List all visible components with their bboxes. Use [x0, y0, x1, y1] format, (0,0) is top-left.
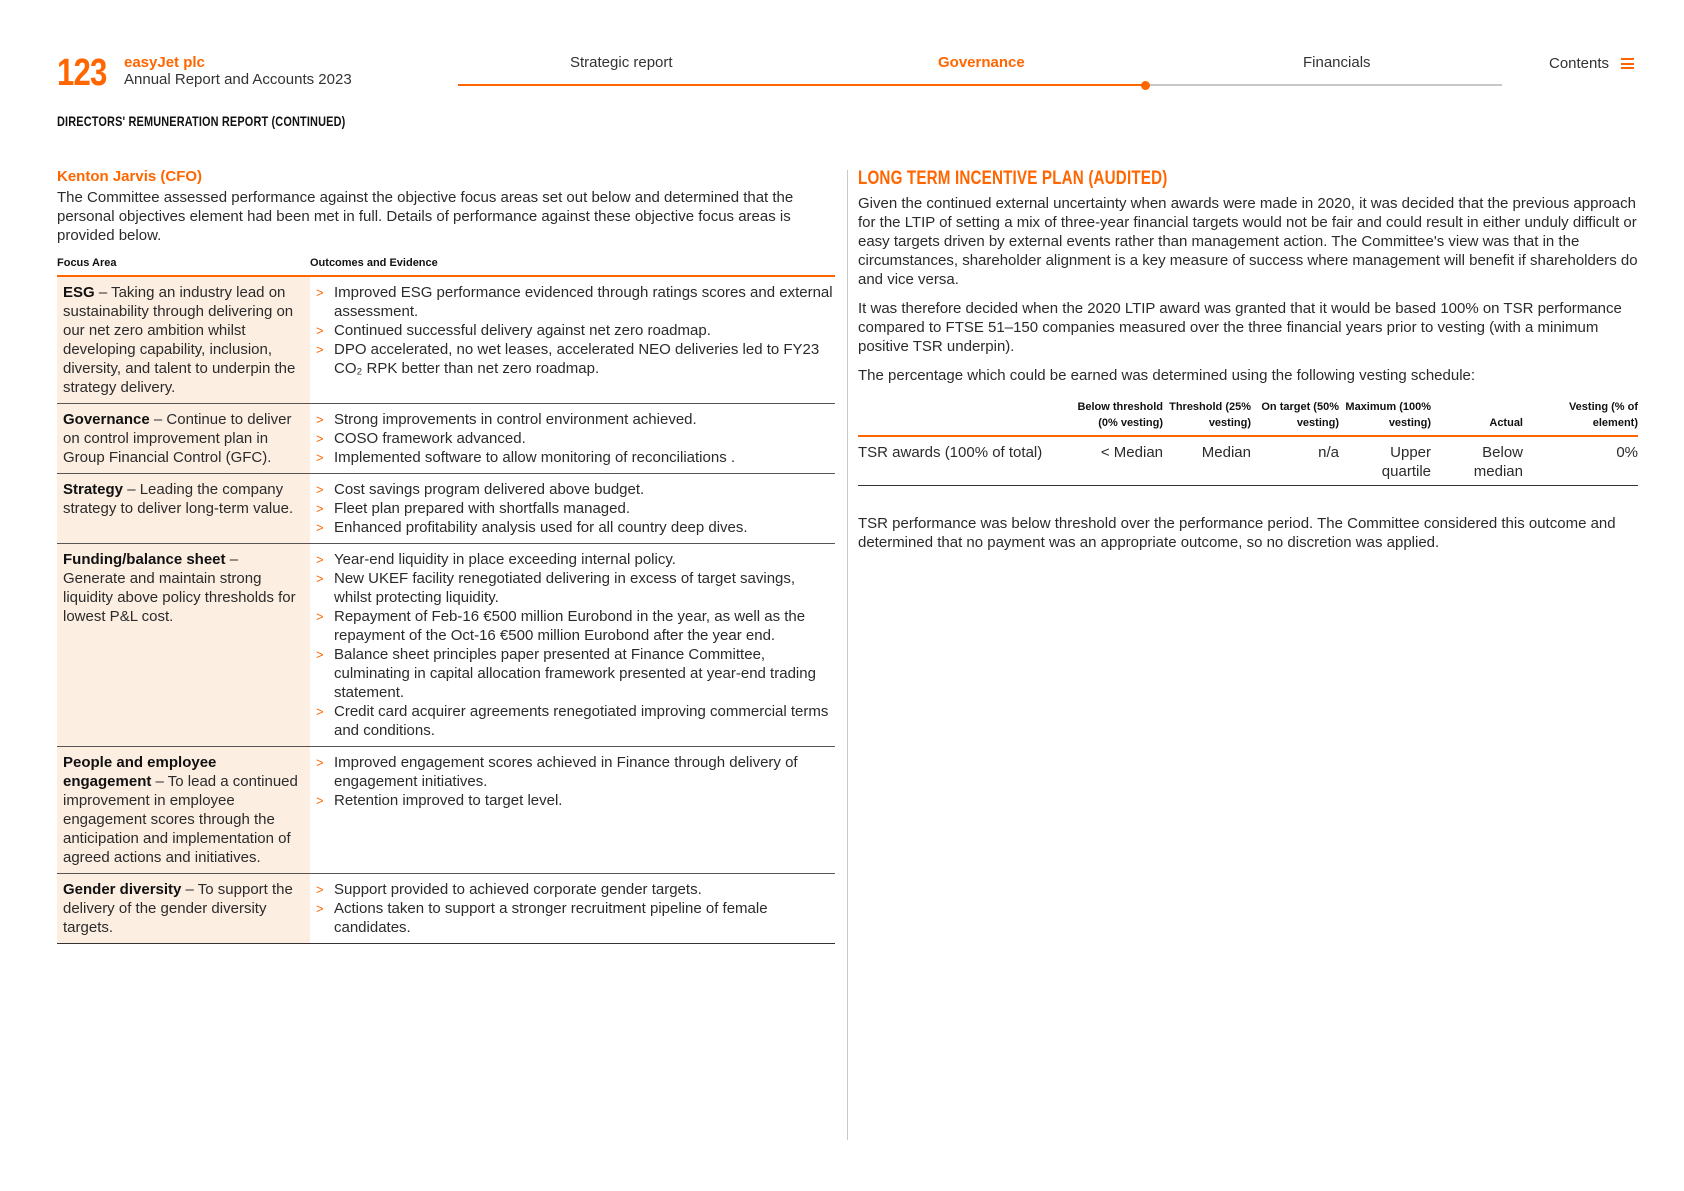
- list-item: [316, 283, 835, 321]
- list-item: [316, 550, 835, 569]
- table-row: [57, 747, 835, 874]
- contents-button[interactable]: [1549, 55, 1634, 72]
- focus-area-title: Governance: [63, 411, 150, 428]
- tab-financials[interactable]: Financials: [1303, 54, 1371, 71]
- vesting-header-actual: Actual: [1431, 399, 1523, 436]
- ltip-paragraph-3: The percentage which could be earned was determined using the following vesting schedule:: [858, 367, 1476, 384]
- left-column: [57, 168, 835, 944]
- brand-block: [124, 54, 352, 88]
- menu-icon: [1621, 58, 1634, 69]
- vesting-header-vesting: Vesting (% of element): [1523, 399, 1638, 436]
- focus-area-title: Funding/balance sheet: [63, 551, 226, 568]
- contents-label: Contents: [1549, 55, 1610, 72]
- bullet-chevron-icon: >: [316, 482, 324, 497]
- tab-governance[interactable]: Governance: [938, 54, 1025, 71]
- list-item: [316, 448, 835, 467]
- focus-area-description: – Taking an industry lead on sustainability through delivering on our net zero ambition whilst developing capability, inclusion, diversity, and talent to underpin the strategy delivery.: [63, 284, 296, 396]
- vesting-header-threshold: Threshold (25% vesting): [1163, 399, 1251, 436]
- focus-area-description: – Leading the company strategy to deliver long-term value.: [63, 481, 294, 517]
- list-item: [316, 480, 835, 499]
- outcomes-cell: [310, 747, 835, 874]
- focus-area-title: ESG: [63, 284, 95, 301]
- focus-area-title: Gender diversity: [63, 881, 182, 898]
- list-item: [316, 607, 835, 645]
- section-nav: [458, 54, 1502, 86]
- bullet-chevron-icon: >: [316, 609, 324, 624]
- outcome-text: Enhanced profitability analysis used for all country deep dives.: [334, 519, 748, 536]
- outcomes-cell: [310, 874, 835, 944]
- outcome-text: Year-end liquidity in place exceeding internal policy.: [334, 551, 676, 568]
- page-number: 123: [57, 52, 107, 94]
- ltip-paragraph-1: Given the continued external uncertainty when awards were made in 2020, it was decided that the previous approach for the LTIP of setting a mix of three-year financial targets would not be fair and could result in either unduly difficult or easy targets driven by external events rather than management action. The Committee's view was that in the circumstances, shareholder alignment is a key measure of success where management will benefit if shareholders do and vice versa.: [858, 195, 1638, 288]
- outcomes-cell: [310, 404, 835, 474]
- focus-area-cell: [57, 544, 310, 747]
- focus-area-description: – To support the delivery of the gender diversity targets.: [63, 881, 293, 936]
- nav-progress-marker: [1141, 81, 1150, 90]
- table-row: [57, 474, 835, 544]
- col-header-outcomes: Outcomes and Evidence: [310, 257, 835, 276]
- bullet-chevron-icon: >: [316, 552, 324, 567]
- bullet-chevron-icon: >: [316, 285, 324, 300]
- outcome-text: Improved ESG performance evidenced through ratings scores and external assessment.: [334, 284, 833, 320]
- bullet-chevron-icon: >: [316, 901, 324, 916]
- list-item: [316, 899, 835, 937]
- col-header-focus-area: Focus Area: [57, 257, 310, 276]
- vesting-cell-actual: Below median: [1431, 436, 1523, 486]
- list-item: [316, 569, 835, 607]
- outcome-text: Implemented software to allow monitoring of reconciliations .: [334, 449, 736, 466]
- focus-area-description: – Generate and maintain strong liquidity above policy thresholds for lowest P&L cost.: [63, 551, 296, 625]
- section-title: DIRECTORS' REMUNERATION REPORT (CONTINUED): [57, 113, 346, 129]
- outcome-text: Credit card acquirer agreements renegotiated improving commercial terms and conditions.: [334, 703, 829, 739]
- person-heading: Kenton Jarvis (CFO): [57, 168, 203, 185]
- vesting-cell-maximum: Upper quartile: [1339, 436, 1431, 486]
- outcomes-cell: [310, 474, 835, 544]
- outcome-text: Repayment of Feb-16 €500 million Eurobond in the year, as well as the repayment of the Oct-16 €500 million Eurobond after the year end.: [334, 608, 806, 644]
- table-row: [57, 874, 835, 944]
- outcomes-cell: [310, 544, 835, 747]
- list-item: [316, 518, 835, 537]
- outcome-text: COSO framework advanced.: [334, 430, 526, 447]
- focus-area-title: Strategy: [63, 481, 124, 498]
- bullet-chevron-icon: >: [316, 520, 324, 535]
- nav-progress-fill: [458, 84, 1146, 86]
- outcome-text: Balance sheet principles paper presented at Finance Committee, culminating in capital allocation framework presented at year-end trading statement.: [334, 646, 816, 701]
- vesting-cell-threshold: Median: [1163, 436, 1251, 486]
- focus-area-cell: [57, 747, 310, 874]
- outcome-text: Retention improved to target level.: [334, 792, 563, 809]
- outcome-text: Strong improvements in control environment achieved.: [334, 411, 697, 428]
- intro-paragraph: The Committee assessed performance against the objective focus areas set out below and determined that the personal objectives element had been met in full. Details of performance against these objective focus areas is provided below.: [57, 189, 794, 244]
- list-item: [316, 791, 835, 810]
- bullet-chevron-icon: >: [316, 647, 324, 662]
- ltip-paragraph-2: It was therefore decided when the 2020 LTIP award was granted that it would be based 100% on TSR performance compared to FTSE 51–150 companies measured over the three financial years prior to vesting (with a minimum positive TSR underpin).: [858, 300, 1622, 355]
- bullet-chevron-icon: >: [316, 342, 324, 357]
- outcome-text: DPO accelerated, no wet leases, accelerated NEO deliveries led to FY23 CO₂ RPK better than net zero roadmap.: [334, 341, 820, 377]
- bullet-chevron-icon: >: [316, 755, 324, 770]
- list-item: [316, 880, 835, 899]
- outcome-text: Support provided to achieved corporate gender targets.: [334, 881, 702, 898]
- list-item: [316, 429, 835, 448]
- outcome-text: New UKEF facility renegotiated delivering in excess of target savings, whilst protecting liquidity.: [334, 570, 796, 606]
- tab-strategic-report[interactable]: Strategic report: [570, 54, 673, 71]
- bullet-chevron-icon: >: [316, 323, 324, 338]
- table-row: [57, 404, 835, 474]
- bullet-chevron-icon: >: [316, 431, 324, 446]
- outcome-text: Improved engagement scores achieved in Finance through delivery of engagement initiatives.: [334, 754, 798, 790]
- company-name: easyJet plc: [124, 54, 205, 71]
- focus-area-cell: [57, 404, 310, 474]
- right-column: [858, 168, 1638, 552]
- focus-area-cell: [57, 874, 310, 944]
- vesting-header-on-target: On target (50% vesting): [1251, 399, 1339, 436]
- vesting-header-below-threshold: Below threshold (0% vesting): [1068, 399, 1163, 436]
- bullet-chevron-icon: >: [316, 501, 324, 516]
- vesting-cell-vesting: 0%: [1523, 436, 1638, 486]
- list-item: [316, 702, 835, 740]
- list-item: [316, 645, 835, 702]
- bullet-chevron-icon: >: [316, 450, 324, 465]
- vesting-cell-below-threshold: < Median: [1068, 436, 1163, 486]
- list-item: [316, 499, 835, 518]
- bullet-chevron-icon: >: [316, 704, 324, 719]
- table-row: [57, 544, 835, 747]
- vesting-header-maximum: Maximum (100% vesting): [1339, 399, 1431, 436]
- report-name: Annual Report and Accounts 2023: [124, 71, 352, 88]
- table-row: [858, 436, 1638, 486]
- bullet-chevron-icon: >: [316, 882, 324, 897]
- list-item: [316, 321, 835, 340]
- focus-area-cell: [57, 276, 310, 404]
- vesting-table: [858, 399, 1638, 486]
- list-item: [316, 753, 835, 791]
- focus-area-cell: [57, 474, 310, 544]
- ltip-paragraph-4: TSR performance was below threshold over the performance period. The Committee considered this outcome and determined that no payment was an appropriate outcome, so no discretion was applied.: [858, 515, 1616, 551]
- vesting-header-blank: [858, 399, 1068, 436]
- column-divider: [847, 170, 848, 1140]
- focus-area-table: [57, 257, 835, 944]
- bullet-chevron-icon: >: [316, 571, 324, 586]
- outcome-text: Fleet plan prepared with shortfalls managed.: [334, 500, 631, 517]
- focus-area-title: People and employee engagement: [63, 754, 217, 790]
- vesting-cell-on-target: n/a: [1251, 436, 1339, 486]
- focus-area-description: – To lead a continued improvement in employee engagement scores through the anticipation and implementation of agreed actions and initiatives.: [63, 773, 298, 866]
- outcomes-cell: [310, 276, 835, 404]
- list-item: [316, 340, 835, 378]
- table-row: [57, 276, 835, 404]
- bullet-chevron-icon: >: [316, 793, 324, 808]
- outcome-text: Continued successful delivery against net zero roadmap.: [334, 322, 711, 339]
- focus-area-description: – Continue to deliver on control improvement plan in Group Financial Control (GFC).: [63, 411, 292, 466]
- outcome-text: Cost savings program delivered above budget.: [334, 481, 645, 498]
- outcome-text: Actions taken to support a stronger recruitment pipeline of female candidates.: [334, 900, 768, 936]
- vesting-cell-label: TSR awards (100% of total): [858, 436, 1068, 486]
- list-item: [316, 410, 835, 429]
- ltip-heading: LONG TERM INCENTIVE PLAN (AUDITED): [858, 168, 1168, 189]
- bullet-chevron-icon: >: [316, 412, 324, 427]
